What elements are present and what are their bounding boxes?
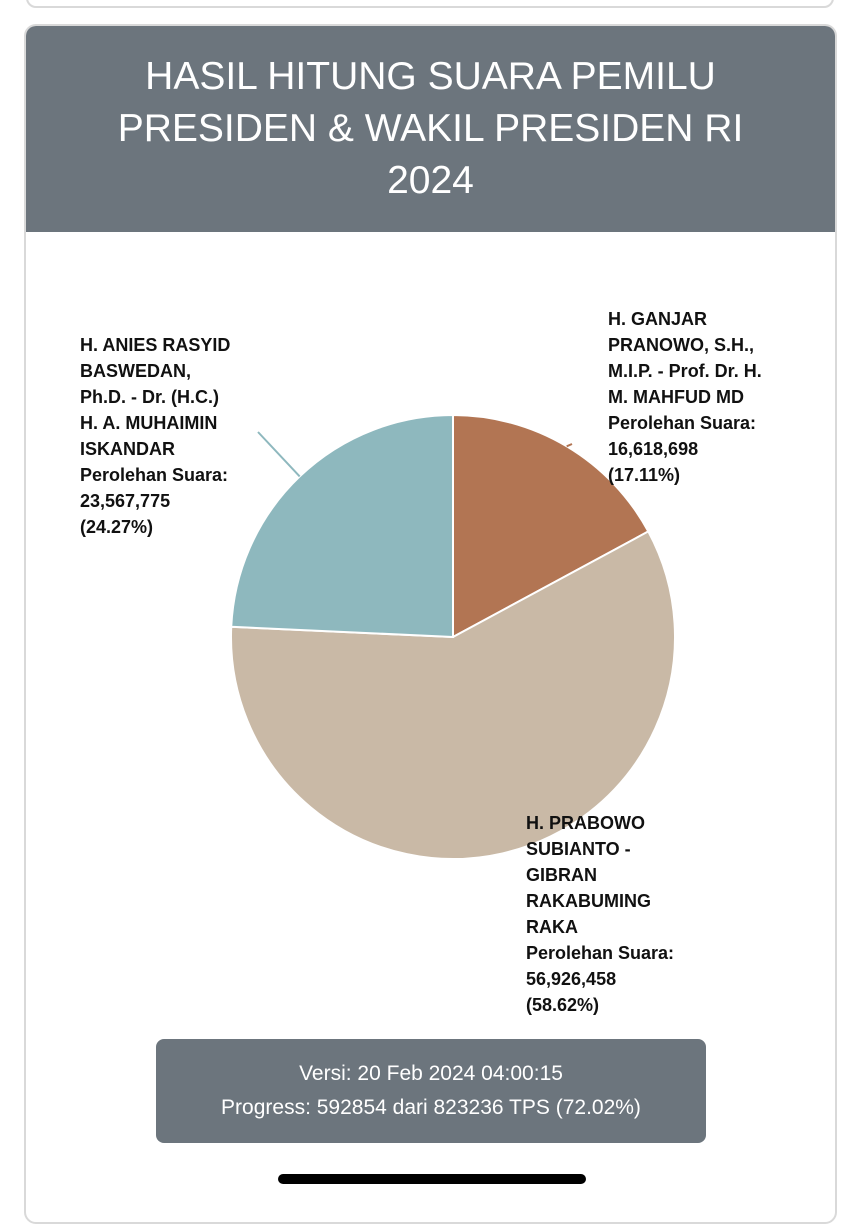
candidate-name-line: H. GANJAR <box>608 309 708 329</box>
votes-label: Perolehan Suara: <box>80 465 229 485</box>
candidate-name-line: RAKA <box>526 917 578 937</box>
slice-label-prabowo <box>526 810 674 1018</box>
votes-value: 56,926,458 <box>526 969 617 989</box>
slice-label-anies <box>80 332 230 540</box>
title-line: PRESIDEN & WAKIL PRESIDEN RI <box>117 107 744 150</box>
candidate-name-line: PRANOWO, S.H., <box>608 335 755 355</box>
candidate-name-line: BASWEDAN, <box>80 361 191 381</box>
pie-slice-anies[interactable] <box>231 415 453 637</box>
candidate-name-line: SUBIANTO - <box>526 839 631 859</box>
votes-percent: (58.62%) <box>526 995 600 1015</box>
title-line: HASIL HITUNG SUARA PEMILU <box>145 55 716 98</box>
candidate-name-line: ISKANDAR <box>80 439 176 459</box>
candidate-name-line: Ph.D. - Dr. (H.C.) <box>80 387 219 407</box>
candidate-name-line: M. MAHFUD MD <box>608 387 744 407</box>
version-text: Versi: 20 Feb 2024 04:00:15 <box>299 1062 563 1085</box>
version-progress-box <box>156 1039 706 1143</box>
slice-label-ganjar <box>608 306 762 488</box>
votes-label: Perolehan Suara: <box>526 943 675 963</box>
candidate-name-line: H. PRABOWO <box>526 813 645 833</box>
candidate-name-line: RAKABUMING <box>526 891 651 911</box>
votes-percent: (17.11%) <box>608 465 681 485</box>
candidate-name-line: H. A. MUHAIMIN <box>80 413 218 433</box>
votes-percent: (24.27%) <box>80 517 154 537</box>
votes-value: 16,618,698 <box>608 439 699 459</box>
progress-text: Progress: 592854 dari 823236 TPS (72.02%) <box>221 1096 641 1119</box>
candidate-name-line: M.I.P. - Prof. Dr. H. <box>608 361 762 381</box>
leader-line <box>258 432 300 476</box>
title-line: 2024 <box>387 159 474 202</box>
candidate-name-line: GIBRAN <box>526 865 597 885</box>
votes-value: 23,567,775 <box>80 491 171 511</box>
home-indicator <box>278 1174 586 1184</box>
votes-label: Perolehan Suara: <box>608 413 757 433</box>
candidate-name-line: H. ANIES RASYID <box>80 335 231 355</box>
leader-line <box>567 444 572 446</box>
